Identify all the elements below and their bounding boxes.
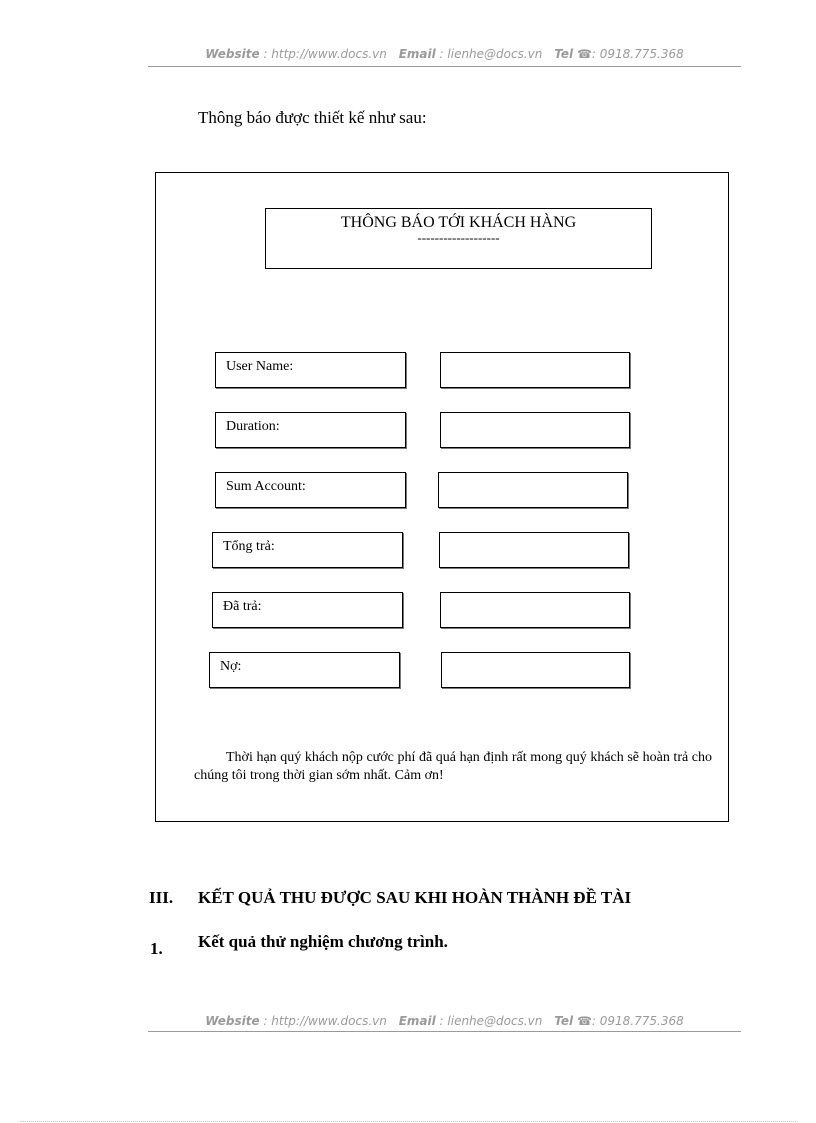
notice-title: THÔNG BÁO TỚI KHÁCH HÀNG [340, 214, 577, 231]
field-value-da-tra[interactable] [440, 592, 630, 628]
footer-email-label: Email [398, 1014, 436, 1028]
field-label-duration: Duration: [215, 412, 406, 448]
page-header [148, 47, 741, 61]
footer-website-link[interactable]: : http://www.docs.vn [263, 1014, 387, 1028]
field-value-user-name[interactable] [440, 352, 630, 388]
footer-tel-value: : 0918.775.368 [591, 1014, 684, 1028]
page-footer [148, 1014, 741, 1028]
website-label: Website [205, 47, 260, 61]
tel-value: : 0918.775.368 [591, 47, 684, 61]
notice-title-rule: ------------------- [417, 230, 500, 245]
footer-rule [148, 1031, 741, 1032]
phone-icon: ☎ [576, 47, 592, 61]
field-label-user-name: User Name: [215, 352, 406, 388]
field-value-sum-account[interactable] [438, 472, 628, 508]
field-label-sum-account: Sum Account: [215, 472, 406, 508]
email-link[interactable]: : lienhe@docs.vn [439, 47, 543, 61]
section-title: KẾT QUẢ THU ĐƯỢC SAU KHI HOÀN THÀNH ĐỀ TÀI [198, 888, 632, 907]
footer-website-label: Website [205, 1014, 260, 1028]
footer-tel-label: Tel [554, 1014, 574, 1028]
notice-title-box [265, 208, 652, 269]
field-label-no: Nợ: [209, 652, 400, 688]
field-value-no[interactable] [441, 652, 630, 688]
website-link[interactable]: : http://www.docs.vn [263, 47, 387, 61]
subsection-title: Kết quả thử nghiệm chương trình. [198, 932, 448, 951]
field-label-tong-tra: Tổng trả: [212, 532, 403, 568]
intro-text: Thông báo được thiết kế như sau: [198, 108, 427, 127]
notice-message [194, 749, 712, 785]
email-label: Email [398, 47, 436, 61]
notice-message-text: Thời hạn quý khách nộp cước phí đã quá hạn định rất mong quý khách sẽ hoàn trả cho chúng tôi trong thời gian sớm nhất. Cảm ơn! [194, 750, 712, 783]
tel-label: Tel [554, 47, 574, 61]
section-number: III. [149, 888, 174, 907]
field-value-tong-tra[interactable] [439, 532, 629, 568]
footer-phone-icon: ☎ [576, 1014, 592, 1028]
header-rule [148, 66, 741, 67]
subsection-number: 1. [150, 939, 163, 958]
page-bottom-border [20, 1121, 796, 1122]
footer-email-link[interactable]: : lienhe@docs.vn [439, 1014, 543, 1028]
field-label-da-tra: Đã trả: [212, 592, 403, 628]
field-value-duration[interactable] [440, 412, 630, 448]
